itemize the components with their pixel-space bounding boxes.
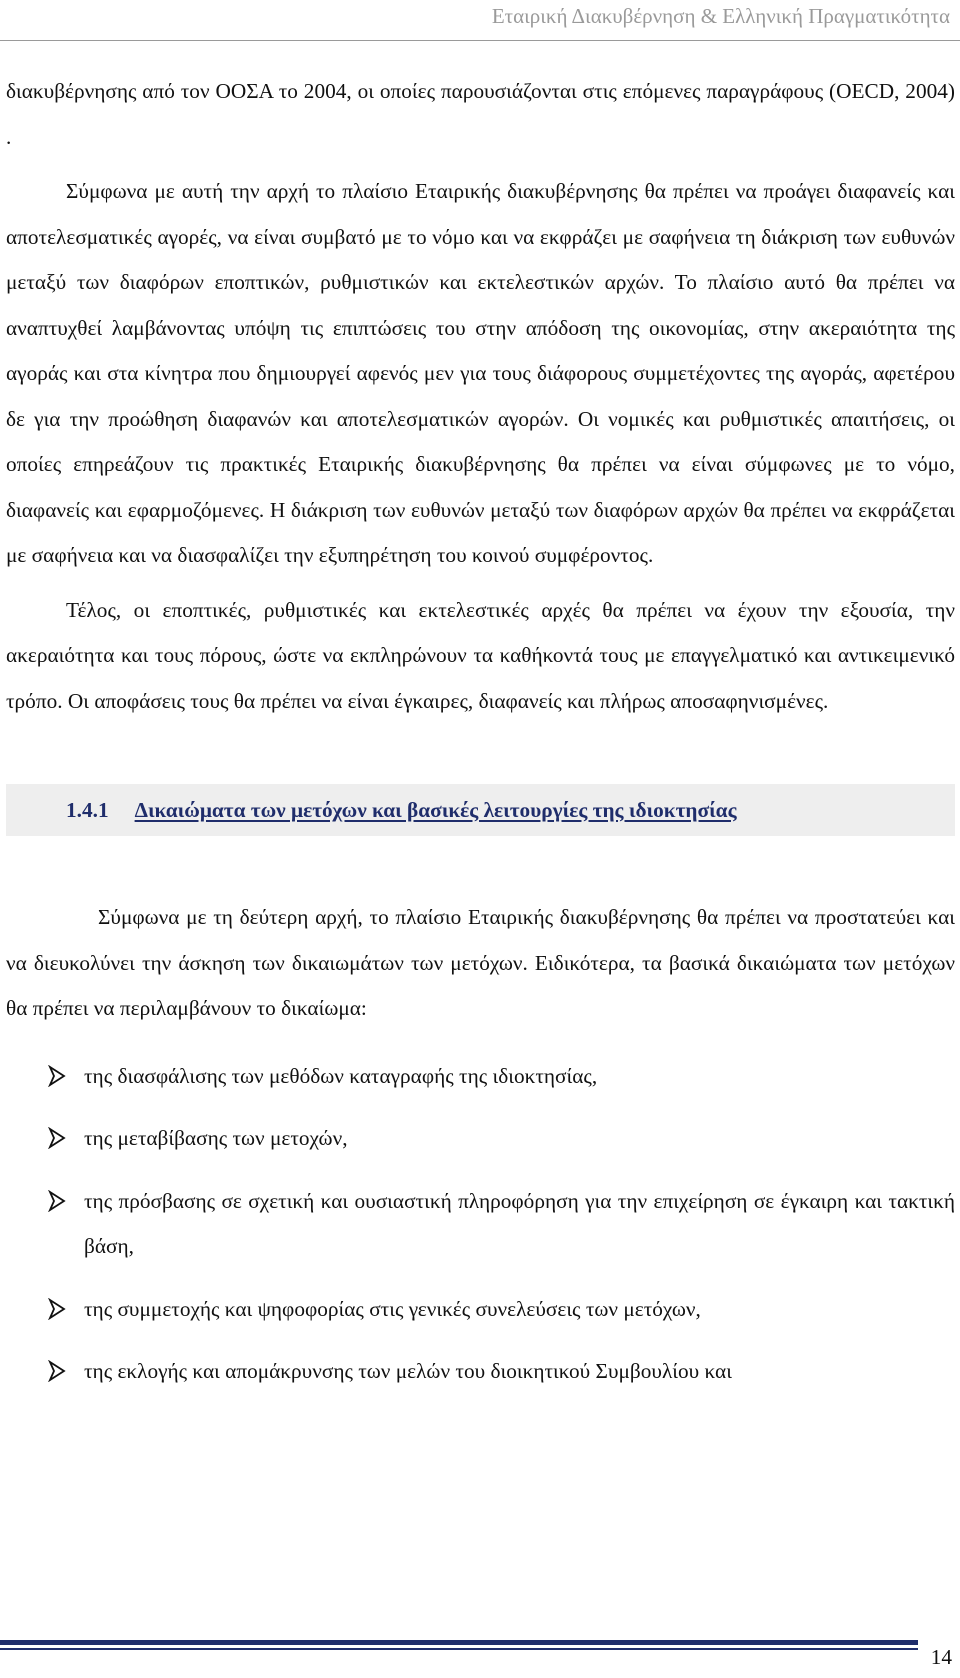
paragraph-4: Σύμφωνα με τη δεύτερη αρχή, το πλαίσιο Εταιρικής διακυβέρνησης θα πρέπει να προστατεύει και να διευκολύνει την άσκηση των δικαιωμάτων των μετόχων. Ειδικότερα, τα βασικά δικαιώματα των μετόχων θα πρέπει να περιλαμβάνουν το δικαίωμα:	[6, 905, 955, 1020]
header-divider	[0, 40, 960, 41]
arrow-bullet-icon	[48, 1190, 66, 1212]
list-item-text: της συμμετοχής και ψηφοφορίας στις γενικές συνελεύσεις των μετόχων,	[84, 1296, 701, 1321]
page-body	[6, 69, 955, 1395]
list-item	[6, 1287, 955, 1333]
list-item	[6, 1116, 955, 1162]
list-item	[6, 1349, 955, 1395]
footer-rule-thin	[0, 1648, 918, 1650]
arrow-bullet-icon	[48, 1298, 66, 1320]
arrow-bullet-icon	[48, 1127, 66, 1149]
paragraph-2: Σύμφωνα με αυτή την αρχή το πλαίσιο Εταιρικής διακυβέρνησης θα πρέπει να προάγει διαφανείς και αποτελεσματικές αγορές, να είναι συμβατό με το νόμο και να εκφράζει με σαφήνεια τη διάκριση των ευθυνών μεταξύ των διαφόρων εποπτικών, ρυθμιστικών και εκτελεστικών αρχών. Το πλαίσιο αυτό θα πρέπει να αναπτυχθεί λαμβάνοντας υπόψη τις επιπτώσεις του στην απόδοση της οικονομίας, στην ακεραιότητα της αγοράς και στα κίνητρα που δημιουργεί αφενός μεν για τους διάφορους συμμετέχοντες της αγοράς, αφετέρου δε για την προώθηση διαφανών και αποτελεσματικών αγορών. Οι νομικές και ρυθμιστικές απαιτήσεις, οι οποίες επηρεάζουν τις πρακτικές Εταιρικής διακυβέρνησης θα πρέπει να είναι σύμφωνες με το νόμο, διαφανείς και εφαρμοζόμενες. Η διάκριση των ευθυνών μεταξύ των διαφόρων αρχών θα πρέπει να εκφράζεται με σαφήνεια και να διασφαλίζει την εξυπηρέτηση του κοινού συμφέροντος.	[6, 179, 955, 567]
running-header: Εταιρική Διακυβέρνηση & Ελληνική Πραγματικότητα	[491, 4, 950, 28]
list-item	[6, 1179, 955, 1270]
list-item	[6, 1054, 955, 1100]
paragraph-3: Τέλος, οι εποπτικές, ρυθμιστικές και εκτελεστικές αρχές θα πρέπει να έχουν την εξουσία, την ακεραιότητα και τους πόρους, ώστε να εκπληρώνουν τα καθήκοντά τους με επαγγελματικό και αντικειμενικό τρόπο. Οι αποφάσεις τους θα πρέπει να είναι έγκαιρες, διαφανείς και πλήρως αποσαφηνισμένες.	[6, 597, 955, 713]
list-item-text: της μεταβίβασης των μετοχών,	[84, 1126, 348, 1150]
list-item-text: της εκλογής και απομάκρυνσης των μελών του διοικητικού Συμβουλίου και	[84, 1359, 732, 1383]
section-number: 1.4.1	[66, 797, 109, 822]
section-title: Δικαιώματα των μετόχων και βασικές λειτουργίες της ιδιοκτησίας	[134, 797, 737, 822]
footer-rule-thick	[0, 1640, 918, 1645]
list-item-text: της πρόσβασης σε σχετική και ουσιαστική πληροφόρηση για την επιχείρηση σε έγκαιρη και τακτική βάση,	[84, 1188, 955, 1258]
rights-list	[6, 1054, 955, 1395]
arrow-bullet-icon	[48, 1065, 66, 1087]
arrow-bullet-icon	[48, 1360, 66, 1382]
section-heading	[6, 784, 955, 836]
page-number: 14	[930, 1645, 952, 1669]
paragraph-1: διακυβέρνησης από τον ΟΟΣΑ το 2004, οι οποίες παρουσιάζονται στις επόμενες παραγράφους (OECD, 2004) .	[6, 79, 955, 149]
list-item-text: της διασφάλισης των μεθόδων καταγραφής της ιδιοκτησίας,	[84, 1063, 598, 1088]
